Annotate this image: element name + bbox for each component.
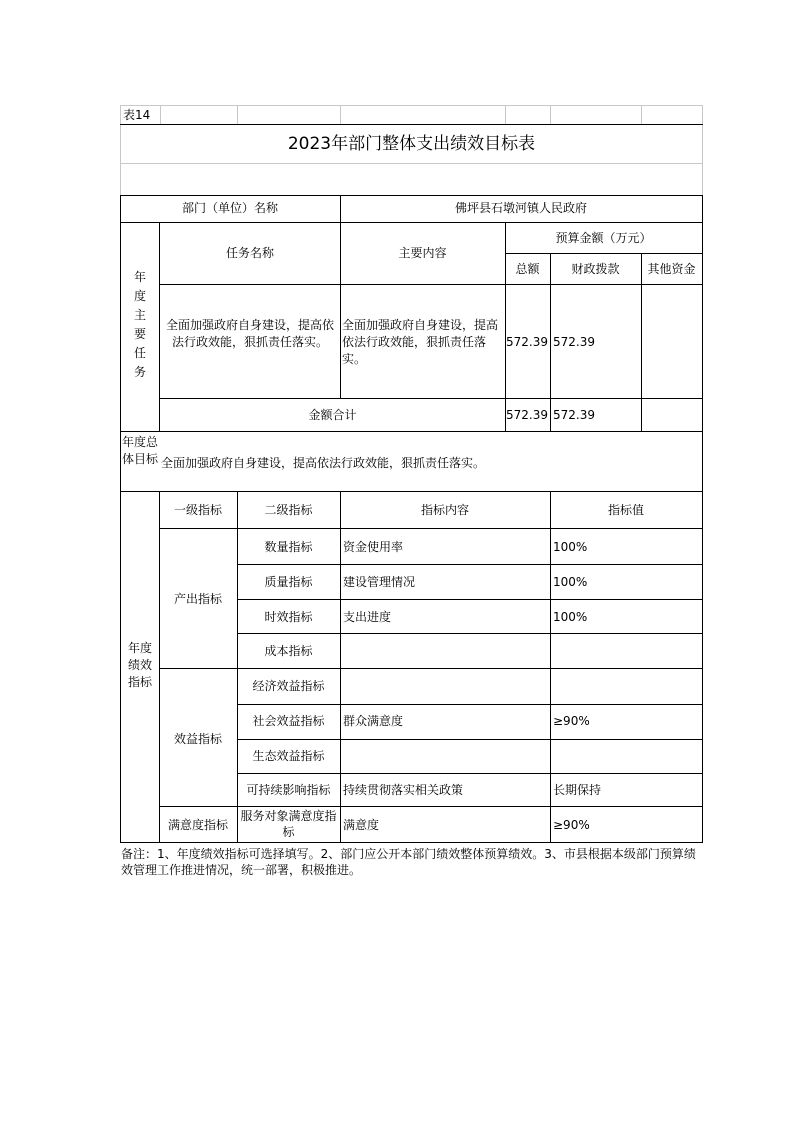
level2-indicator: 质量指标 [264,575,313,589]
border-line [120,195,121,843]
border-line [237,599,703,600]
border-line [237,633,703,634]
header-level1: 一级指标 [173,503,222,517]
header-level2: 二级指标 [264,503,313,517]
dept-name: 佛坪县石墩河镇人民政府 [454,201,587,215]
gridline [120,105,703,106]
indicator-value: 100% [553,610,588,624]
indicator-value: 100% [553,575,588,589]
indicator-content: 满意度 [343,818,380,832]
indicator-content: 支出进度 [343,610,392,624]
border-line [120,491,703,492]
level2-indicator: 生态效益指标 [252,749,325,763]
col-total: 总额 [515,262,540,276]
overall-label: 年度总体目标 [122,435,159,466]
indicator-content: 资金使用率 [343,540,404,554]
header-value: 指标值 [607,503,644,517]
border-line [120,195,703,196]
border-line [120,431,703,432]
border-line [159,806,703,807]
border-line [237,704,703,705]
border-line [550,253,551,432]
border-line [159,284,703,285]
indicator-content: 持续贯彻落实相关政策 [343,783,464,797]
header-content: 指标内容 [420,503,469,517]
gridline [550,105,551,124]
gridline [237,105,238,124]
task-name: 全面加强政府自身建设，提高依法行政效能，狠抓责任落实。 [165,318,334,349]
border-line [159,398,703,399]
border-line [550,491,551,843]
col-other: 其他资金 [647,262,696,276]
border-line [237,739,703,740]
border-line [120,124,703,125]
col-task-name: 任务名称 [225,246,274,260]
border-line [159,491,160,843]
gridline [641,105,642,124]
overall-text: 全面加强政府自身建设，提高依法行政效能，狠抓责任落实。 [161,456,486,470]
border-line [159,528,703,529]
gridline [160,105,161,124]
gridline [505,105,506,124]
border-line [120,222,703,223]
level2-indicator: 可持续影响指标 [246,783,331,797]
indicator-content: 建设管理情况 [343,575,416,589]
col-main-content: 主要内容 [398,246,447,260]
footnote: 备注：1、年度绩效指标可选择填写。2、部门应公开本部门绩效整体预算绩效。3、市县根据本级部门预算绩效管理工作推进情况，统一部署，积极推进。 [121,847,696,877]
gridline [340,105,341,124]
border-line [237,564,703,565]
level2-indicator: 社会效益指标 [252,714,325,728]
border-line [505,253,703,254]
border-line [237,773,703,774]
task-content: 全面加强政府自身建设，提高依法行政效能，狠抓责任落实。 [342,318,499,366]
table-tag: 表14 [123,108,151,122]
border-line [340,491,341,843]
indicator-content: 群众满意度 [343,714,404,728]
benefit-label: 效益指标 [173,732,222,746]
indicator-value: ≥90% [553,818,590,832]
indicator-value: ≥90% [553,714,590,728]
border-line [159,668,703,669]
level2-indicator: 时效指标 [264,610,313,624]
output-label: 产出指标 [173,592,222,606]
sum-total: 572.39 [506,408,548,422]
section-tasks-label: 年度主要任务 [133,270,146,379]
border-line [505,222,506,432]
satisfaction-label: 满意度指标 [167,818,228,832]
page-title: 2023年部门整体支出绩效目标表 [287,134,536,154]
col-budget: 预算金额（万元） [555,231,652,245]
level2-indicator: 成本指标 [264,644,313,658]
sum-fiscal: 572.39 [553,408,595,422]
indicator-value: 长期保持 [553,783,602,797]
border-line [340,195,341,399]
level2-indicator: 经济效益指标 [252,679,325,693]
task-fiscal: 572.39 [553,335,595,349]
border-line [120,842,703,843]
border-line [702,195,703,843]
border-line [641,253,642,432]
sum-label: 金额合计 [308,408,357,422]
task-total: 572.39 [506,335,548,349]
indicator-value: 100% [553,540,588,554]
level2-indicator: 服务对象满意度指标 [240,809,337,839]
level2-indicator: 数量指标 [264,540,313,554]
col-fiscal: 财政拨款 [571,262,620,276]
dept-label: 部门（单位）名称 [181,201,278,215]
perf-label: 年度绩效指标 [127,641,152,689]
gridline [120,163,703,164]
